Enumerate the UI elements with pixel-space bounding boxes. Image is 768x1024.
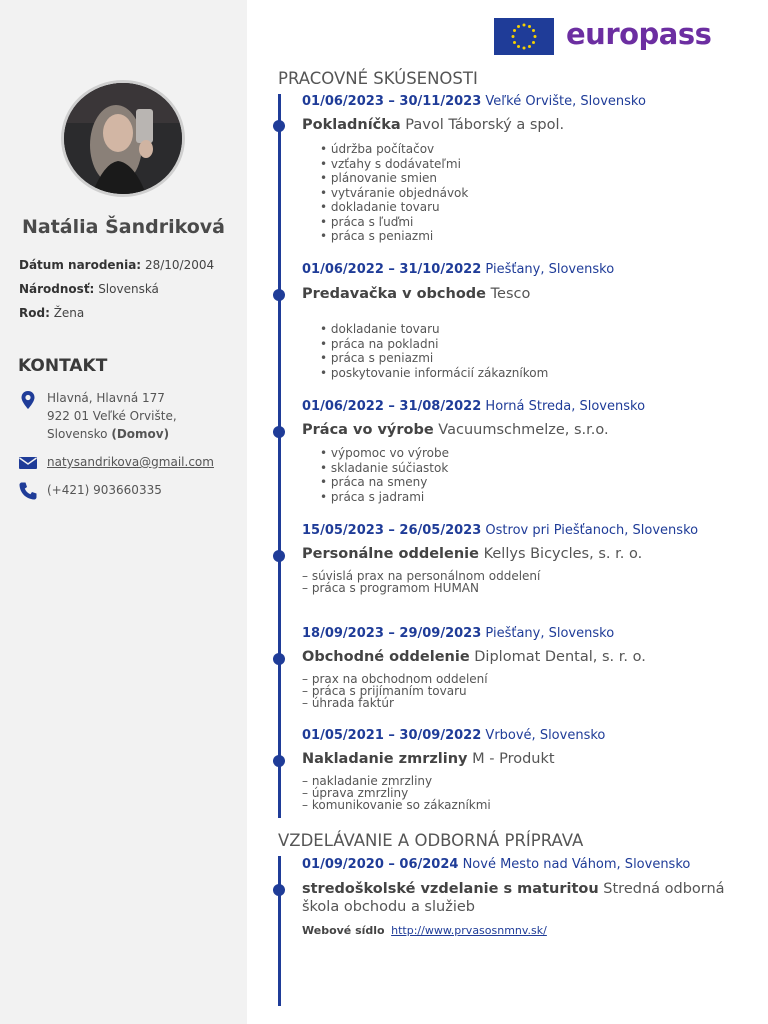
person-name: Natália Šandriková: [22, 216, 225, 238]
list-item: – úhrada faktúr: [302, 697, 488, 709]
europass-logo: europass: [566, 17, 712, 51]
job-3-title: Práca vo výrobe Vacuumschmelze, s.r.o.: [302, 422, 609, 438]
job-5-title: Obchodné oddelenie Diplomat Dental, s. r. o.: [302, 649, 646, 665]
list-item: • údržba počítačov: [320, 142, 468, 157]
list-item: • vzťahy s dodávateľmi: [320, 157, 468, 172]
website-link[interactable]: http://www.prvasosnmnv.sk/: [391, 924, 547, 937]
email-link[interactable]: natysandrikova@gmail.com: [47, 455, 214, 469]
job-4-dates: 15/05/2023 – 26/05/2023 Ostrov pri Piešťanoch, Slovensko: [302, 523, 699, 538]
gender-value: Žena: [53, 306, 85, 320]
address-line-1: Hlavná, Hlavná 177: [47, 391, 165, 405]
envelope-icon: [18, 453, 38, 473]
job-2-dates: 01/06/2022 – 31/10/2022 Piešťany, Slovensko: [302, 262, 615, 277]
list-item: • plánovanie smien: [320, 171, 468, 186]
job-6-title: Nakladanie zmrzliny M - Produkt: [302, 751, 555, 767]
website-label: Webové sídlo: [302, 924, 385, 937]
nationality: [19, 282, 159, 296]
timeline-dot: [273, 120, 285, 132]
timeline-dot: [273, 884, 285, 896]
phone-icon: [18, 481, 38, 501]
list-item: – prax na obchodnom oddelení: [302, 673, 488, 685]
dob-label: Dátum narodenia:: [19, 258, 142, 272]
profile-photo: [61, 80, 185, 197]
gender: [19, 306, 84, 320]
job-6-dates: 01/05/2021 – 30/09/2022 Vrbové, Slovensko: [302, 728, 606, 743]
job-5-dates: 18/09/2023 – 29/09/2023 Piešťany, Slovensko: [302, 626, 615, 641]
timeline-dot: [273, 426, 285, 438]
education-timeline: [278, 856, 281, 1006]
list-item: – nakladanie zmrzliny: [302, 775, 491, 787]
list-item: • vytváranie objednávok: [320, 186, 468, 201]
experience-heading: PRACOVNÉ SKÚSENOSTI: [278, 69, 478, 88]
date-of-birth: [19, 258, 214, 272]
job-2-tasks: [320, 322, 548, 380]
list-item: • dokladanie tovaru: [320, 200, 468, 215]
list-item: • práca s peniazmi: [320, 351, 548, 366]
list-item: • výpomoc vo výrobe: [320, 446, 449, 461]
timeline-dot: [273, 653, 285, 665]
job-2-title: Predavačka v obchode Tesco: [302, 286, 531, 302]
list-item: • práca na smeny: [320, 475, 449, 490]
list-item: – úprava zmrzliny: [302, 787, 491, 799]
list-item: – súvislá prax na personálnom oddelení: [302, 570, 540, 582]
address-line-3: Slovensko (Domov): [47, 427, 170, 441]
gender-label: Rod:: [19, 306, 50, 320]
experience-timeline: [278, 94, 281, 818]
list-item: • práca s peniazmi: [320, 229, 468, 244]
timeline-dot: [273, 289, 285, 301]
list-item: • dokladanie tovaru: [320, 322, 548, 337]
list-item: • práca na pokladni: [320, 337, 548, 352]
nationality-label: Národnosť:: [19, 282, 95, 296]
list-item: • poskytovanie informácií zákazníkom: [320, 366, 548, 381]
job-1-dates: 01/06/2023 – 30/11/2023 Veľké Orvište, Slovensko: [302, 94, 646, 109]
address-line-2: 922 01 Veľké Orvište,: [47, 409, 177, 423]
job-4-tasks: [302, 570, 540, 594]
job-1-tasks: [320, 142, 468, 244]
education-dates: 01/09/2020 – 06/2024 Nové Mesto nad Váhom, Slovensko: [302, 857, 691, 872]
eu-flag-icon: [494, 18, 554, 55]
website: [302, 924, 547, 937]
list-item: • skladanie súčiastok: [320, 461, 449, 476]
list-item: – práca s programom HUMAN: [302, 582, 540, 594]
job-4-title: Personálne oddelenie Kellys Bicycles, s. r. o.: [302, 546, 643, 562]
timeline-dot: [273, 755, 285, 767]
list-item: • práca s jadrami: [320, 490, 449, 505]
dob-value: 28/10/2004: [144, 258, 215, 272]
location-pin-icon: [18, 390, 38, 410]
phone-number: (+421) 903660335: [47, 483, 162, 497]
job-3-tasks: [320, 446, 449, 504]
job-1-title: Pokladníčka Pavol Táborský a spol.: [302, 117, 565, 133]
job-5-tasks: [302, 673, 488, 709]
address: [47, 389, 177, 443]
list-item: • práca s ľuďmi: [320, 215, 468, 230]
eu-stars: [494, 18, 554, 55]
timeline-dot: [273, 550, 285, 562]
list-item: – komunikovanie so zákazníkmi: [302, 799, 491, 811]
sidebar: [0, 0, 247, 1024]
list-item: – práca s prijímaním tovaru: [302, 685, 488, 697]
contact-heading: KONTAKT: [18, 356, 108, 376]
profile-photo-image: [64, 83, 182, 194]
address-type: (Domov): [111, 427, 170, 441]
education-heading: VZDELÁVANIE A ODBORNÁ PRÍPRAVA: [278, 831, 584, 850]
job-3-dates: 01/06/2022 – 31/08/2022 Horná Streda, Slovensko: [302, 399, 646, 414]
education-title: stredoškolské vzdelanie s maturitou Stredná odborná škola obchodu a služieb: [302, 881, 725, 915]
job-6-tasks: [302, 775, 491, 811]
nationality-value: Slovenská: [98, 282, 159, 296]
